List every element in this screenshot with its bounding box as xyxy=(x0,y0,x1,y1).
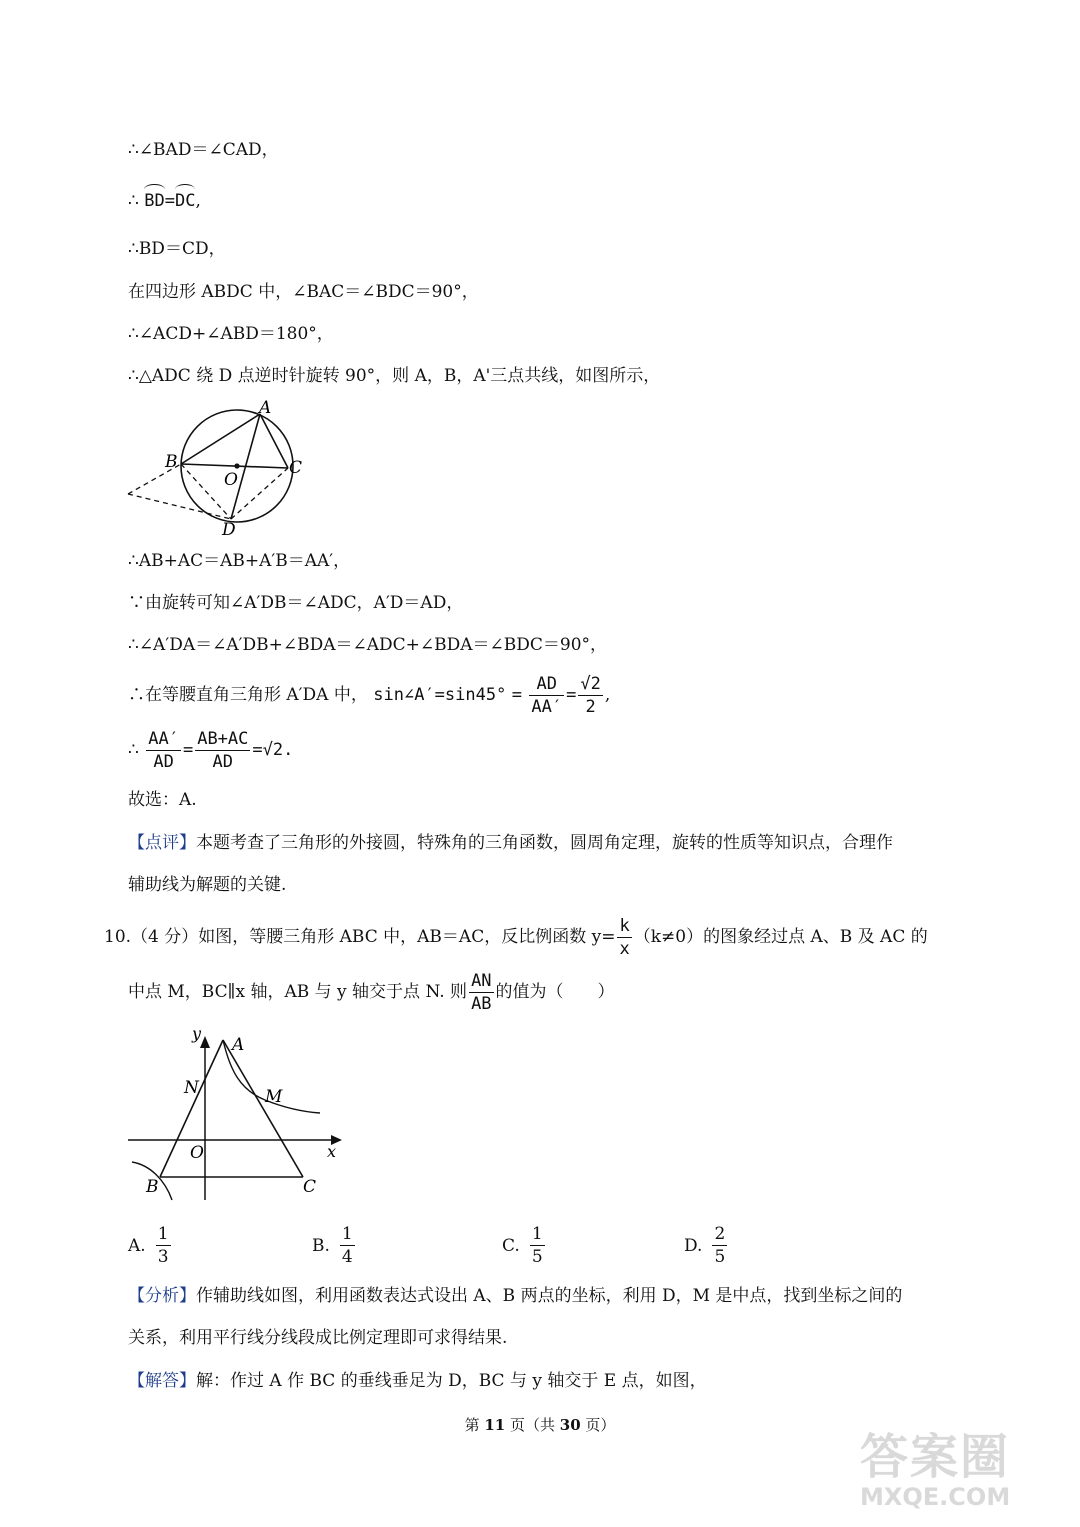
label-b: B xyxy=(146,1177,159,1197)
label-a: A xyxy=(259,398,272,418)
total-pages: 30 xyxy=(559,1416,581,1434)
watermark-text: 答案圈 xyxy=(860,1429,1011,1485)
solution-line: ∴AB+AC＝AB+A′B＝AA′， xyxy=(128,551,351,571)
stem-text: 的值为（ ） xyxy=(495,982,615,1002)
coordinate-triangle-figure xyxy=(120,1020,350,1205)
center-point xyxy=(234,463,239,468)
solution-line: 在四边形 ABDC 中，∠BAC＝∠BDC＝90°， xyxy=(128,282,479,302)
page-number: 11 xyxy=(484,1416,506,1434)
option-fraction xyxy=(156,1223,171,1268)
numerator: AN xyxy=(471,971,492,991)
review-tag: 【点评】 xyxy=(128,833,196,853)
label-m: M xyxy=(265,1087,283,1107)
denominator: AB xyxy=(471,994,492,1014)
question-10-stem-cont xyxy=(128,969,615,1015)
denominator: AA′ xyxy=(531,697,563,717)
footer-post: 页） xyxy=(580,1416,616,1434)
line-prefix: ∴ xyxy=(128,740,139,760)
question-10-stem xyxy=(104,914,928,960)
label-n: N xyxy=(184,1078,199,1098)
denominator: AD xyxy=(212,752,234,772)
review-paragraph xyxy=(128,832,893,854)
label-d: D xyxy=(222,520,236,540)
footer-mid: 页（共 xyxy=(505,1416,560,1434)
denominator: 5 xyxy=(531,1247,543,1267)
numerator: 2 xyxy=(714,1224,726,1244)
option-d[interactable] xyxy=(684,1223,729,1268)
solution-line: 故选：A. xyxy=(128,790,197,810)
line-prefix: ∴ xyxy=(128,191,139,211)
fraction-root2-over-2 xyxy=(578,673,602,718)
fraction-ad-over-aa xyxy=(529,673,564,718)
analysis-text: 作辅助线如图，利用函数表达式设出 A、B 两点的坐标，利用 D，M 是中点，找到坐标之间的 xyxy=(196,1286,903,1306)
label-x: x xyxy=(327,1142,337,1161)
solution-line: ∴∠ACD+∠ABD＝180°， xyxy=(128,324,334,344)
option-a[interactable] xyxy=(128,1223,173,1268)
numerator: AB+AC xyxy=(197,729,249,749)
numerator: AD xyxy=(529,673,564,696)
segment-ac xyxy=(260,414,288,468)
fraction-an-over-ab xyxy=(469,970,493,1015)
footer-pre: 第 xyxy=(464,1416,485,1434)
solution-line: ∴∠A′DA＝∠A′DB+∠BDA＝∠ADC+∠BDA＝∠BDC＝90°， xyxy=(128,635,608,655)
option-fraction xyxy=(340,1223,355,1268)
fraction-k-over-x xyxy=(617,915,631,960)
label-c: C xyxy=(289,458,303,478)
denominator: 5 xyxy=(714,1247,726,1267)
answer-text: 解：作过 A 作 BC 的垂线垂足为 D，BC 与 y 轴交于 E 点，如图， xyxy=(196,1371,707,1391)
option-c[interactable] xyxy=(502,1223,547,1268)
solution-line: ∴△ADC 绕 D 点逆时针旋转 90°，则 A，B，A'三点共线，如图所示， xyxy=(128,366,661,386)
sine-expression: sin∠A′=sin45° xyxy=(373,685,507,705)
label-o: O xyxy=(224,470,238,490)
solution-line: ∴∠BAD＝∠CAD， xyxy=(128,140,279,160)
denominator: AD xyxy=(153,752,174,772)
numerator: 1 xyxy=(341,1224,353,1244)
solution-line xyxy=(128,727,293,773)
solution-line xyxy=(128,190,201,212)
line-suffix: , xyxy=(195,191,201,211)
equals-sign: = xyxy=(164,191,175,211)
denominator: 4 xyxy=(341,1247,353,1267)
answer-tag: 【解答】 xyxy=(128,1371,196,1391)
option-label: A. xyxy=(128,1235,146,1256)
label-a: A xyxy=(232,1035,245,1055)
solution-line: ∴BD＝CD， xyxy=(128,239,226,259)
arc-bd: BD xyxy=(144,191,165,211)
label-o: O xyxy=(190,1143,204,1163)
numerator: k xyxy=(619,916,630,936)
option-label: D. xyxy=(684,1235,703,1256)
result-root2: =√2. xyxy=(252,740,294,760)
denominator: 3 xyxy=(157,1247,169,1267)
answer-paragraph xyxy=(128,1370,707,1392)
y-axis-arrow xyxy=(200,1036,210,1048)
watermark-url: MXQE.COM xyxy=(860,1483,1011,1511)
label-c: C xyxy=(303,1177,317,1197)
review-paragraph-cont: 辅助线为解题的关键. xyxy=(128,875,287,895)
circle-rotation-figure xyxy=(120,395,320,540)
denominator: x xyxy=(619,939,630,959)
dashed-dc xyxy=(231,468,288,519)
solution-line xyxy=(128,672,610,718)
dashed-aprime-d xyxy=(128,494,231,519)
line-text: ∴在等腰直角三角形 A′DA 中， xyxy=(128,685,368,705)
equals-sign: = xyxy=(511,685,522,705)
numerator: 1 xyxy=(157,1224,169,1244)
review-text: 本题考查了三角形的外接圆，特殊角的三角函数，圆周角定理，旋转的性质等知识点，合理作 xyxy=(196,833,893,853)
solution-line: ∵由旋转可知∠A′DB＝∠ADC，A′D＝AD， xyxy=(128,593,464,613)
equals-sign: = xyxy=(182,740,194,760)
analysis-paragraph-cont: 关系，利用平行线分线段成比例定理即可求得结果. xyxy=(128,1328,508,1348)
option-b[interactable] xyxy=(312,1223,357,1268)
arc-dc: DC xyxy=(174,191,196,211)
numerator: √2 xyxy=(580,674,601,694)
option-label: B. xyxy=(312,1235,330,1256)
label-y: y xyxy=(192,1024,202,1043)
watermark-logo xyxy=(860,1431,1050,1521)
analysis-tag: 【分析】 xyxy=(128,1286,196,1306)
stem-text: 中点 M，BC∥x 轴，AB 与 y 轴交于点 N. 则 xyxy=(128,982,468,1002)
option-fraction xyxy=(712,1223,727,1268)
option-label: C. xyxy=(502,1235,520,1256)
fraction-sum-over-ad xyxy=(195,728,250,773)
denominator: 2 xyxy=(585,697,596,717)
stem-text: （k≠0）的图象经过点 A、B 及 AC 的 xyxy=(633,927,928,947)
fraction-aa-over-ad xyxy=(146,728,181,773)
equals-sign: = xyxy=(566,685,577,705)
numerator: 1 xyxy=(531,1224,543,1244)
line-suffix: , xyxy=(604,685,611,705)
option-fraction xyxy=(530,1223,545,1268)
stem-text: 10.（4 分）如图，等腰三角形 ABC 中，AB＝AC，反比例函数 y= xyxy=(104,927,616,947)
label-b: B xyxy=(165,452,178,472)
numerator: AA′ xyxy=(148,729,179,749)
analysis-paragraph xyxy=(128,1285,902,1307)
